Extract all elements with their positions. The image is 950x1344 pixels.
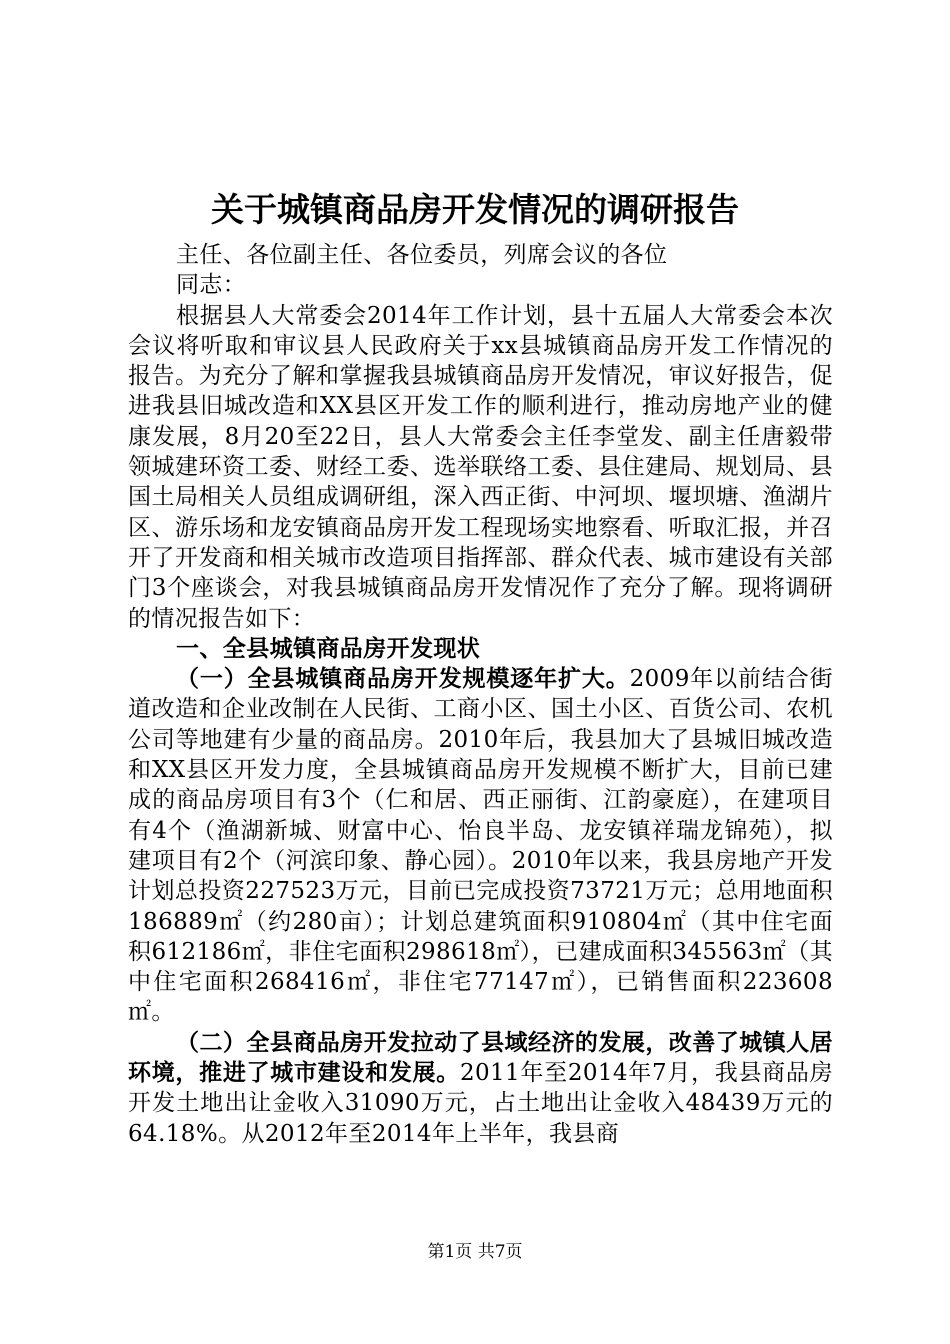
salutation-line-2: 同志：	[176, 272, 247, 299]
subsection-1-body: 2009年以前结合街道改造和企业改制在人民街、工商小区、国土小区、百货公司、农机公司等地建有少量的商品房。2010年后，我县加大了县城旧城改造和XX县区开发力度，全县城镇商品房开发规模不断扩大，目前已建成的商品房项目有3个（仁和居、西正丽街、江韵豪庭），在建项目有4个（渔湖新城、财富中心、怡良半岛、龙安镇祥瑞龙锦苑），拟建项目有2个（河滨印象、静心园）。2010年以来，我县房地产开发计划总投资227523万元，目前已完成投资73721万元；总用地面积186889㎡（约280亩）；计划总建筑面积910804㎡（其中住宅面积612186㎡，非住宅面积298618㎡），已建成面积345563㎡（其中住宅面积268416㎡，非住宅77147㎡），已销售面积223608㎡。	[128, 666, 833, 1026]
subsection-2-title: （二）全县商品房开发拉动了县域经济的发展，改善了城镇人居环境，推进了城市建设和发展。	[128, 1028, 833, 1087]
subsection-2-body: 2011年至2014年7月，我县商品房开发土地出让金收入31090万元，占土地出让金收入48439万元的64.18%。从2012年至2014年上半年，我县商	[128, 1060, 833, 1147]
subsection-2	[128, 1028, 833, 1149]
section-heading-1: 一、全县城镇商品房开发现状	[176, 634, 481, 662]
intro-paragraph: 根据县人大常委会2014年工作计划，县十五届人大常委会本次会议将听取和审议县人民政府关于xx县城镇商品房开发工作情况的报告。为充分了解和掌握我县城镇商品房开发情况，审议好报告，促进我县旧城改造和XX县区开发工作的顺利进行，推动房地产业的健康发展，8月20至22日，县人大常委会主任李堂发、副主任唐毅带领城建环资工委、财经工委、选举联络工委、县住建局、规划局、县国土局相关人员组成调研组，深入西正街、中河坝、堰坝塘、渔湖片区、游乐场和龙安镇商品房开发工程现场实地察看、听取汇报，并召开了开发商和相关城市改造项目指挥部、群众代表、城市建设有关部门3个座谈会，对我县城镇商品房开发情况作了充分了解。现将调研的情况报告如下：	[128, 302, 833, 632]
document-body	[128, 240, 833, 1149]
page-footer: 第1页 共7页	[427, 1242, 523, 1262]
subsection-1	[128, 664, 833, 1028]
salutation-line-1: 主任、各位副主任、各位委员，列席会议的各位	[176, 242, 668, 268]
document-title: 关于城镇商品房开发情况的调研报告	[211, 190, 739, 229]
subsection-1-title: （一）全县城镇商品房开发规模逐年扩大。	[176, 665, 630, 693]
